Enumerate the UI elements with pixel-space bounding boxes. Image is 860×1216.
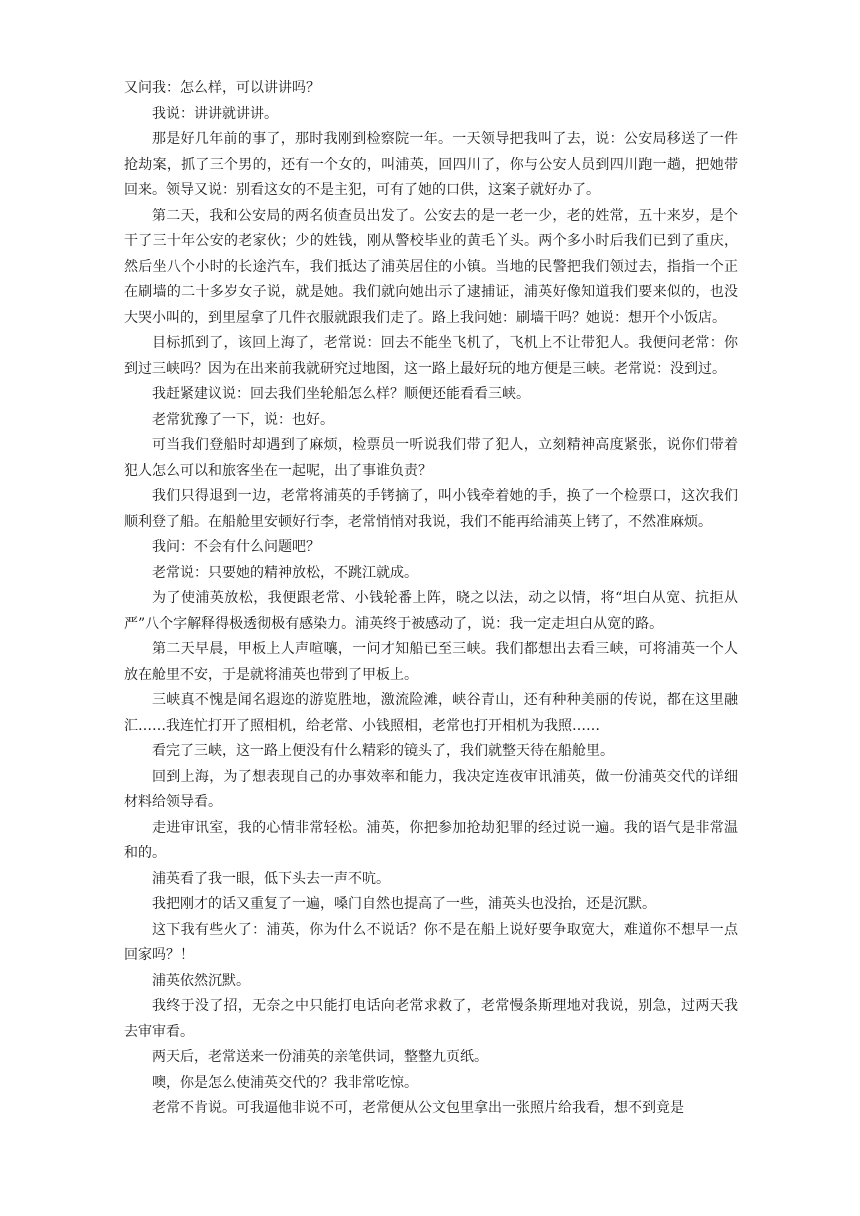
paragraph: 这下我有些火了：浦英，你为什么不说话？你不是在船上说好要争取宽大，难道你不想早一点回家吗？！ (124, 921, 738, 963)
paragraph: 两天后，老常送来一份浦英的亲笔供词，整整九页纸。 (152, 1049, 488, 1065)
paragraph: 又问我：怎么样，可以讲讲吗？ (124, 80, 320, 96)
paragraph: 噢，你是怎么使浦英交代的？我非常吃惊。 (152, 1074, 418, 1091)
paragraph: 我把刚才的话又重复了一遍，嗓门自然也提高了一些，浦英头也没抬，还是沉默。 (152, 896, 656, 912)
paragraph: 第二天，我和公安局的两名侦查员出发了。公安去的是一老一少，老的姓常，五十来岁，是个干了三十年公安的老家伙；少的姓钱，刚从警校毕业的黄毛丫头。两个多小时后我们已到了重庆，然后坐八个小时的长途汽车，我们抵达了浦英居住的小镇。当地的民警把我们领过去，指指一个正在刷墙的二十多岁女子说，就是她。我们就向她出示了逮捕证，浦英好像知道我们要来似的，也没大哭小叫的，到里屋拿了几件衣服就跟我们走了。路上我问她：刷墙干吗？她说：想开个小饭店。 (124, 207, 738, 326)
paragraph: 老常犹豫了一下，说：也好。 (152, 411, 334, 428)
paragraph: 那是好几年前的事了，那时我刚到检察院一年。一天领导把我叫了去，说：公安局移送了一件抢劫案，抓了三个男的，还有一个女的，叫浦英，回四川了，你与公安人员到四川跑一趟，把她带回来。领导又说：别看这女的不是主犯，可有了她的口供，这案子就好办了。 (124, 131, 738, 198)
paragraph: 可当我们登船时却遇到了麻烦，检票员一听说我们带了犯人，立刻精神高度紧张，说你们带着犯人怎么可以和旅客坐在一起呢，出了事谁负责？ (124, 437, 738, 479)
paragraph: 老常说：只要她的精神放松，不跳江就成。 (152, 564, 418, 581)
paragraph: 浦英依然沉默。 (152, 972, 250, 989)
paragraph: 看完了三峡，这一路上便没有什么精彩的镜头了，我们就整天待在船舱里。 (152, 743, 614, 759)
paragraph: 我说：讲讲就讲讲。 (152, 105, 278, 122)
paragraph: 走进审讯室，我的心情非常轻松。浦英，你把参加抢劫犯罪的经过说一遍。我的语气是非常温和的。 (124, 819, 738, 861)
paragraph: 回到上海，为了想表现自己的办事效率和能力，我决定连夜审讯浦英，做一份浦英交代的详细材料给领导看。 (124, 768, 738, 810)
paragraph: 为了使浦英放松，我便跟老常、小钱轮番上阵，晓之以法，动之以情，将“坦白从宽、抗拒从严”八个字解释得极透彻极有感染力。浦英终于被感动了，说：我一定走坦白从宽的路。 (124, 590, 738, 632)
paragraph: 我问：不会有什么问题吧？ (152, 539, 320, 555)
paragraph: 第二天早晨，甲板上人声喧嚷，一问才知船已至三峡。我们都想出去看三峡，可将浦英一个人放在舱里不安，于是就将浦英也带到了甲板上。 (124, 641, 738, 683)
paragraph: 老常不肯说。可我逼他非说不可，老常便从公文包里拿出一张照片给我看，想不到竟是 (152, 1100, 684, 1116)
paragraph: 三峡真不愧是闻名遐迩的游览胜地，激流险滩，峡谷青山，还有种种美丽的传说，都在这里融汇……我连忙打开了照相机，给老常、小钱照相，老常也打开相机为我照…… (124, 692, 738, 734)
story-text (124, 76, 738, 1122)
paragraph: 我终于没了招，无奈之中只能打电话向老常求救了，老常慢条斯理地对我说，别急，过两天我去审审看。 (124, 998, 738, 1040)
paragraph: 我们只得退到一边，老常将浦英的手铐摘了，叫小钱牵着她的手，换了一个检票口，这次我们顺利登了船。在船舱里安顿好行李，老常悄悄对我说，我们不能再给浦英上铐了，不然准麻烦。 (124, 488, 738, 530)
document-page (124, 76, 738, 1122)
paragraph: 浦英看了我一眼，低下头去一声不吭。 (152, 870, 390, 887)
paragraph: 我赶紧建议说：回去我们坐轮船怎么样？顺便还能看看三峡。 (152, 386, 530, 402)
paragraph: 目标抓到了，该回上海了，老常说：回去不能坐飞机了，飞机上不让带犯人。我便问老常：你到过三峡吗？因为在出来前我就研究过地图，这一路上最好玩的地方便是三峡。老常说：没到过。 (124, 335, 738, 377)
